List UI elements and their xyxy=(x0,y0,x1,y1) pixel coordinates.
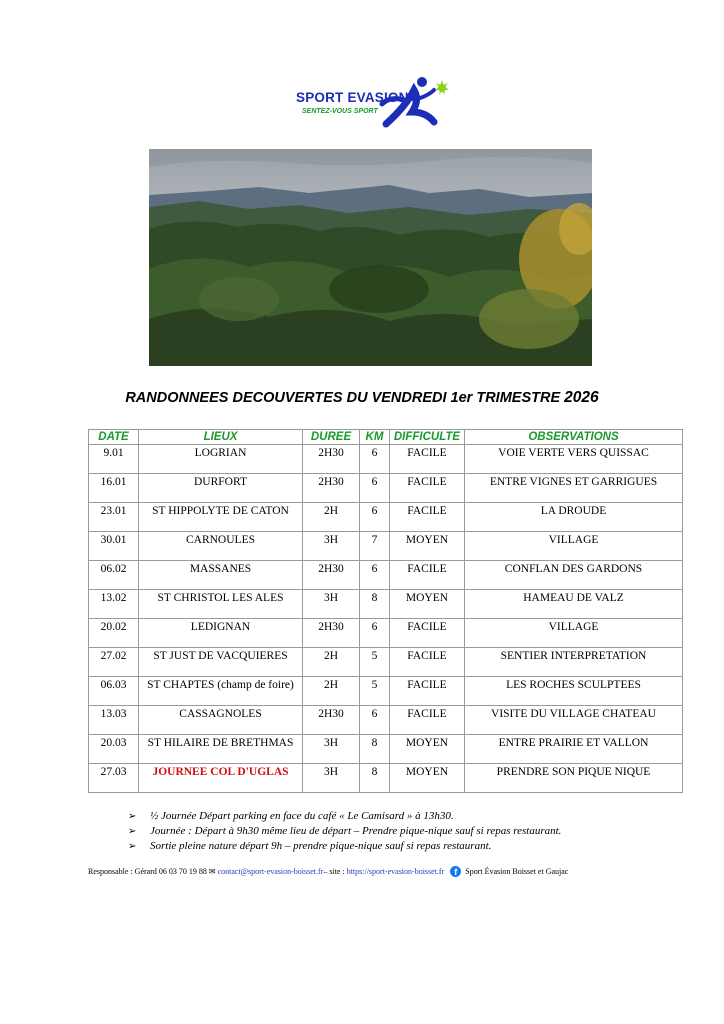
list-item xyxy=(128,824,561,839)
cell-difficulte: MOYEN xyxy=(390,735,465,764)
cell-date: 20.02 xyxy=(89,619,139,648)
facebook-icon[interactable]: f xyxy=(450,866,461,877)
cell-observation: CONFLAN DES GARDONS xyxy=(465,561,683,590)
cell-duree: 2H30 xyxy=(303,619,360,648)
cell-km: 8 xyxy=(360,764,390,793)
cell-lieu: ST HIPPOLYTE DE CATON xyxy=(139,503,303,532)
cell-observation: VOIE VERTE VERS QUISSAC xyxy=(465,445,683,474)
table-row xyxy=(89,648,683,677)
cell-lieu: MASSANES xyxy=(139,561,303,590)
cell-km: 5 xyxy=(360,648,390,677)
cell-difficulte: FACILE xyxy=(390,706,465,735)
table-row xyxy=(89,474,683,503)
cell-observation: HAMEAU DE VALZ xyxy=(465,590,683,619)
list-item xyxy=(128,809,561,824)
table-row xyxy=(89,619,683,648)
cell-difficulte: FACILE xyxy=(390,619,465,648)
cell-date: 27.03 xyxy=(89,764,139,793)
cell-date: 13.03 xyxy=(89,706,139,735)
cell-lieu-highlight: JOURNEE COL D'UGLAS xyxy=(139,764,303,793)
cell-km: 6 xyxy=(360,474,390,503)
cell-lieu: ST JUST DE VACQUIERES xyxy=(139,648,303,677)
cell-km: 8 xyxy=(360,590,390,619)
cell-duree: 3H xyxy=(303,590,360,619)
sport-evasion-logo xyxy=(286,66,454,140)
cell-difficulte: MOYEN xyxy=(390,764,465,793)
header-km: KM xyxy=(360,430,390,445)
header-observations: OBSERVATIONS xyxy=(465,430,683,445)
cell-observation: SENTIER INTERPRETATION xyxy=(465,648,683,677)
table-row xyxy=(89,445,683,474)
table-row xyxy=(89,706,683,735)
cell-duree: 2H xyxy=(303,677,360,706)
cell-difficulte: FACILE xyxy=(390,648,465,677)
cell-lieu: CASSAGNOLES xyxy=(139,706,303,735)
cell-observation: VILLAGE xyxy=(465,532,683,561)
arrow-bullet-icon: ➢ xyxy=(128,811,137,822)
schedule-table xyxy=(88,429,683,793)
cell-lieu: ST HILAIRE DE BRETHMAS xyxy=(139,735,303,764)
cell-lieu: CARNOULES xyxy=(139,532,303,561)
cell-duree: 2H30 xyxy=(303,445,360,474)
header-duree: DUREE xyxy=(303,430,360,445)
cell-observation: ENTRE PRAIRIE ET VALLON xyxy=(465,735,683,764)
table-row xyxy=(89,532,683,561)
cell-date: 06.02 xyxy=(89,561,139,590)
heading-text: RANDONNEES DECOUVERTES DU VENDREDI 1er TRIMESTRE xyxy=(125,390,561,406)
cell-date: 16.01 xyxy=(89,474,139,503)
cell-km: 5 xyxy=(360,677,390,706)
cell-duree: 3H xyxy=(303,764,360,793)
cell-observation: VISITE DU VILLAGE CHATEAU xyxy=(465,706,683,735)
cell-duree: 2H xyxy=(303,648,360,677)
cell-difficulte: MOYEN xyxy=(390,532,465,561)
cell-date: 13.02 xyxy=(89,590,139,619)
cell-date: 06.03 xyxy=(89,677,139,706)
cell-observation: LES ROCHES SCULPTEES xyxy=(465,677,683,706)
logo-title: SPORT EVASION xyxy=(296,90,409,105)
cell-km: 8 xyxy=(360,735,390,764)
cell-duree: 2H30 xyxy=(303,474,360,503)
logo-subtitle: SENTEZ-VOUS SPORT xyxy=(302,108,378,115)
cell-date: 30.01 xyxy=(89,532,139,561)
site-label: – site : xyxy=(323,867,345,876)
notes-list xyxy=(128,809,561,854)
cell-km: 6 xyxy=(360,706,390,735)
table-row xyxy=(89,503,683,532)
list-item xyxy=(128,839,561,854)
cell-observation: ENTRE VIGNES ET GARRIGUES xyxy=(465,474,683,503)
cell-lieu: LOGRIAN xyxy=(139,445,303,474)
cell-date: 9.01 xyxy=(89,445,139,474)
footer-responsable: Responsable : Gérard 06 03 70 19 88 xyxy=(88,867,207,876)
cell-lieu: DURFORT xyxy=(139,474,303,503)
header-date: DATE xyxy=(89,430,139,445)
cell-km: 6 xyxy=(360,619,390,648)
cell-difficulte: FACILE xyxy=(390,503,465,532)
cell-difficulte: FACILE xyxy=(390,677,465,706)
cell-duree: 2H30 xyxy=(303,561,360,590)
landscape-image xyxy=(149,149,592,366)
cell-km: 6 xyxy=(360,445,390,474)
cell-duree: 3H xyxy=(303,532,360,561)
table-row xyxy=(89,735,683,764)
table-row xyxy=(89,561,683,590)
site-link[interactable]: https://sport-evasion-boisset.fr xyxy=(346,867,445,876)
heading-year: 2026 xyxy=(564,389,599,406)
note-text: Sortie pleine nature départ 9h – prendre pique-nique sauf si repas restaurant. xyxy=(150,840,492,852)
header-lieux: LIEUX xyxy=(139,430,303,445)
cell-difficulte: FACILE xyxy=(390,561,465,590)
table-row xyxy=(89,764,683,793)
cell-difficulte: FACILE xyxy=(390,474,465,503)
email-link[interactable]: contact@sport-evasion-boisset.fr xyxy=(217,867,324,876)
table-header-row xyxy=(89,430,683,445)
note-text: ½ Journée Départ parking en face du café « Le Camisard » à 13h30. xyxy=(150,810,454,822)
cell-duree: 2H xyxy=(303,503,360,532)
landscape-photo xyxy=(149,149,592,366)
cell-observation: LA DROUDE xyxy=(465,503,683,532)
cell-date: 27.02 xyxy=(89,648,139,677)
arrow-bullet-icon: ➢ xyxy=(128,841,137,852)
cell-observation: PRENDRE SON PIQUE NIQUE xyxy=(465,764,683,793)
table-row xyxy=(89,590,683,619)
cell-km: 7 xyxy=(360,532,390,561)
mail-icon: ✉ xyxy=(206,867,218,876)
cell-lieu: ST CHRISTOL LES ALES xyxy=(139,590,303,619)
cell-duree: 3H xyxy=(303,735,360,764)
cell-lieu: ST CHAPTES (champ de foire) xyxy=(139,677,303,706)
facebook-label: Sport Évasion Boisset et Gaujac xyxy=(465,867,569,876)
cell-difficulte: FACILE xyxy=(390,445,465,474)
page-heading xyxy=(0,389,724,407)
header-difficulte: DIFFICULTE xyxy=(390,430,465,445)
cell-date: 20.03 xyxy=(89,735,139,764)
cell-km: 6 xyxy=(360,503,390,532)
cell-km: 6 xyxy=(360,561,390,590)
cell-difficulte: MOYEN xyxy=(390,590,465,619)
note-text: Journée : Départ à 9h30 même lieu de départ – Prendre pique-nique sauf si repas restaurant. xyxy=(150,825,562,837)
cell-observation: VILLAGE xyxy=(465,619,683,648)
cell-duree: 2H30 xyxy=(303,706,360,735)
footer xyxy=(88,866,568,877)
cell-lieu: LEDIGNAN xyxy=(139,619,303,648)
table-row xyxy=(89,677,683,706)
arrow-bullet-icon: ➢ xyxy=(128,826,137,837)
cell-date: 23.01 xyxy=(89,503,139,532)
